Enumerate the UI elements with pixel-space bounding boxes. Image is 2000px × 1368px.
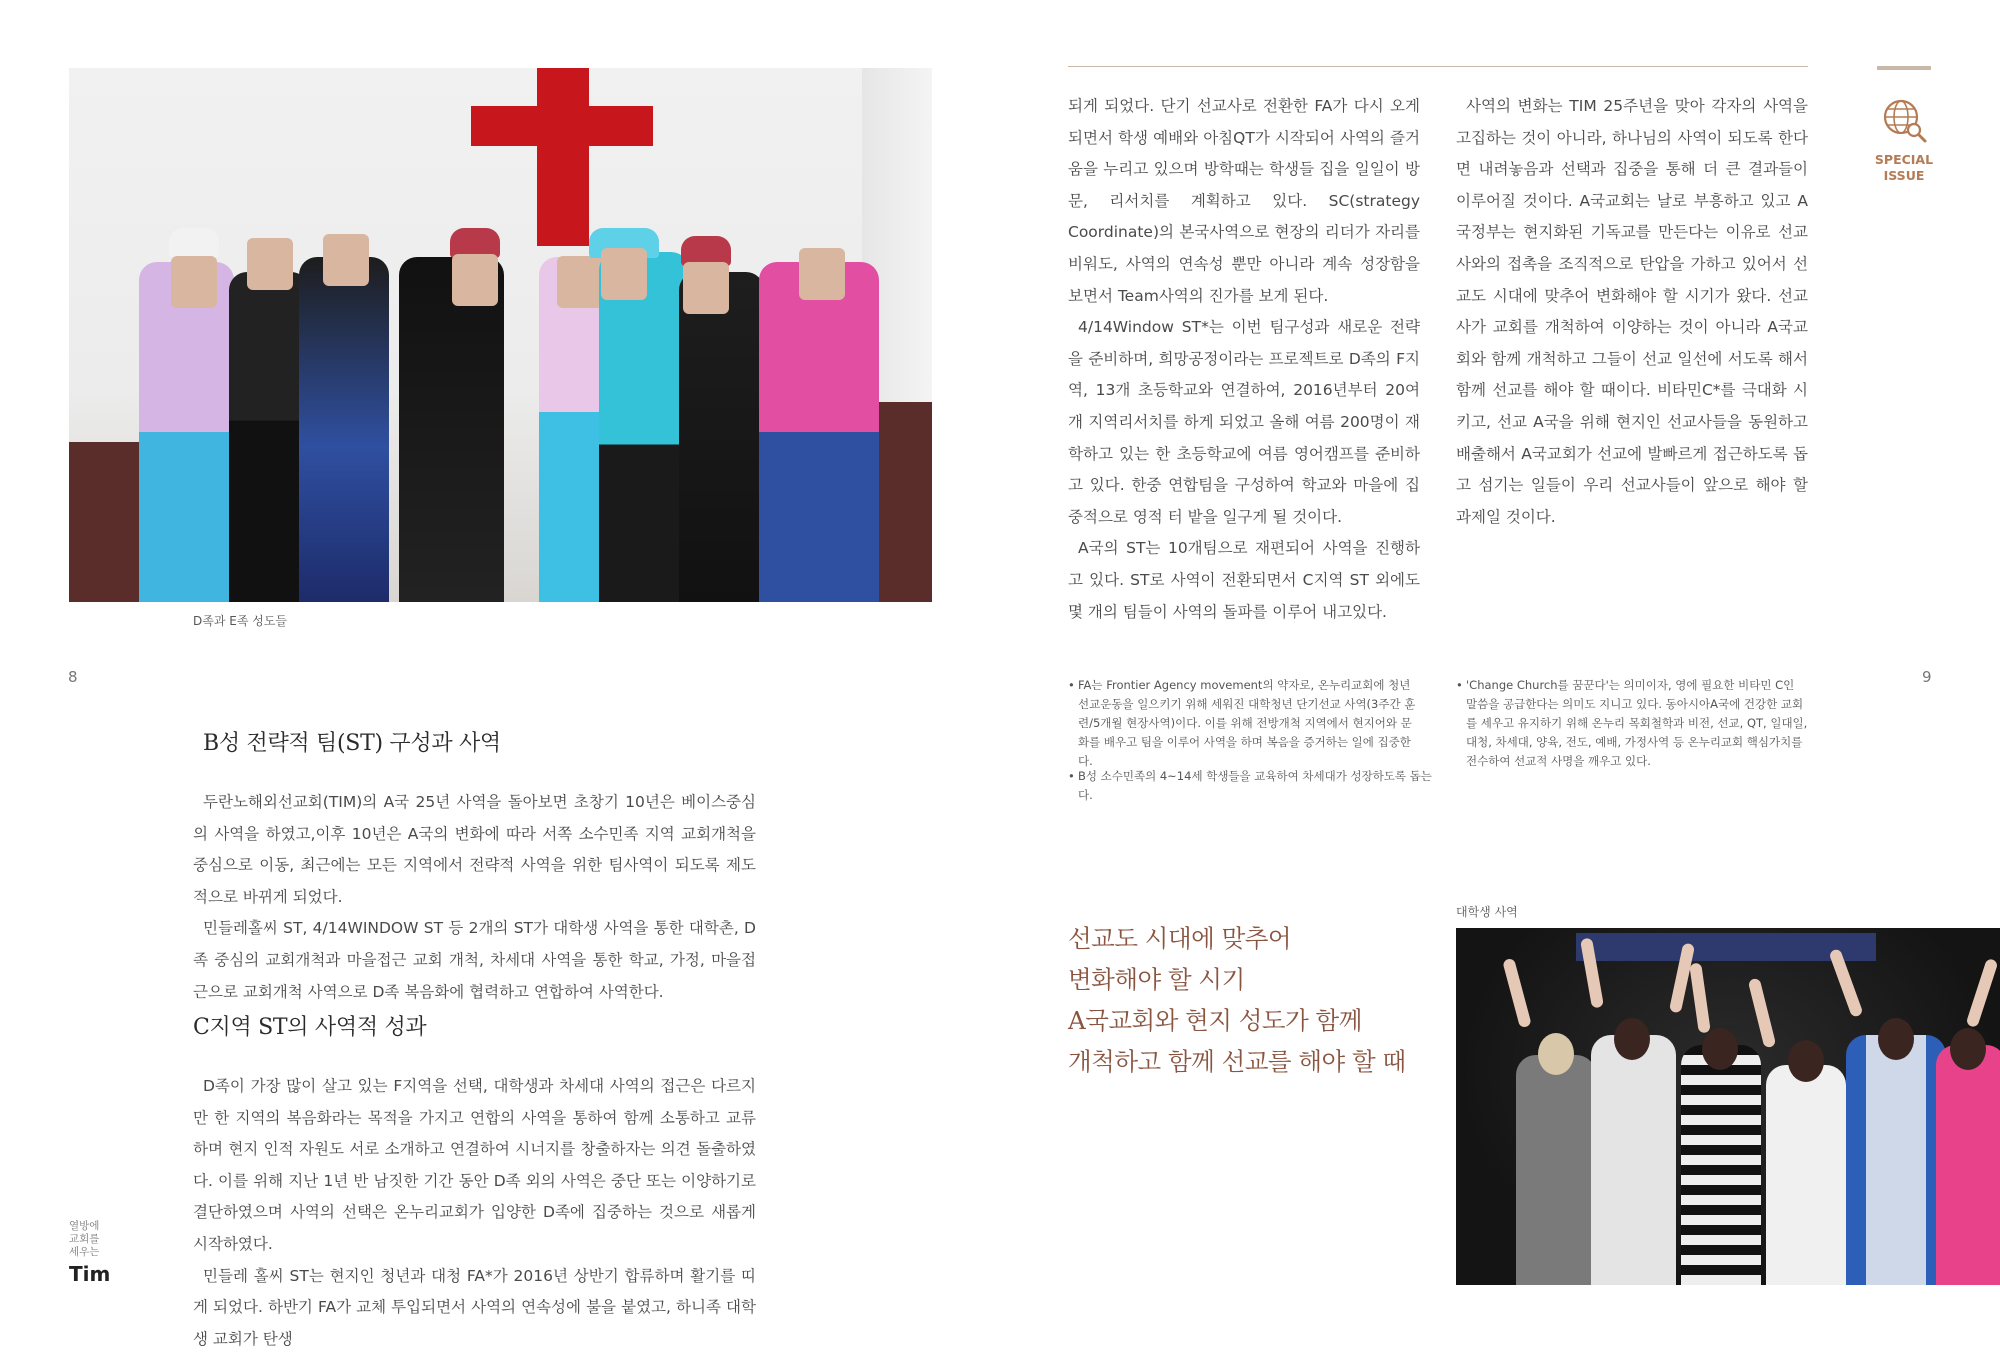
column1-paragraph: A국의 ST는 10개팀으로 재편되어 사역을 진행하고 있다. ST로 사역이 전환되면서 C지역 ST 외에도 몇 개의 팀들이 사역의 돌파를 이루어 내고있다. (1068, 539, 1420, 621)
footnote-3: • 'Change Church를 꿈꾼다'는 의미이자, 영에 필요한 비타민 C인 말씀을 공급한다는 의미도 지니고 있다. 동아시아A국에 건강한 교회를 세우고 유지하기 위해 온누리 목회철학과 비전, 선교, QT, 일대일, 대청, 차세대, 양육, 전도, 예배, 가정사역 등 온누리교회 핵심가치를 전수하여 선교적 사명을 깨우고 있다. (1456, 678, 1808, 768)
footnote-text: B성 소수민족의 4~14세 학생들을 교육하여 차세대가 성장하도록 돕는다. (1078, 769, 1432, 802)
quote-line: 변화해야 할 시기 (1068, 965, 1245, 994)
cross-icon (537, 68, 589, 246)
page-number-left: 8 (68, 668, 78, 686)
section1-paragraph: 두란노해외선교회(TIM)의 A국 25년 사역을 돌아보면 초창기 10년은 베이스중심의 사역을 하였고,이후 10년은 A국의 변화에 따라 서쪽 소수민족 지역 교회개척을 중심으로 이동, 최근에는 모든 지역에서 전략적 사역을 위한 팀사역이 되도록 제도적으로 바뀌게 되었다. (193, 793, 756, 906)
quote-line: 개척하고 함께 선교를 해야 할 때 (1068, 1047, 1406, 1076)
pull-quote (1068, 918, 1448, 1082)
column1-paragraph: 되게 되었다. 단기 선교사로 전환한 FA가 다시 오게 되면서 학생 예배와 아침QT가 시작되어 사역의 즐거움을 누리고 있으며 방학때는 학생들 집을 일일이 방문, 리서치를 계획하고 있다. SC(strategy Coordinate)의 본국사역으로 현장의 리더가 자리를 비워도, 사역의 연속성 뿐만 아니라 계속 성장함을 보면서 Team사역의 진가를 보게 된다. (1068, 97, 1420, 305)
students-photo (1456, 928, 2000, 1285)
special-issue-line: ISSUE (1883, 168, 1925, 183)
section1-paragraph: 민들레홀씨 ST, 4/14WINDOW ST 등 2개의 ST가 대학생 사역을 통한 대학촌, D족 중심의 교회개척과 마을접근 교회 개척, 차세대 사역을 통한 학교, 가정, 마을접근으로 교회개척 사역으로 D족 복음화에 협력하고 연합하여 사역한다. (193, 919, 756, 1001)
section2-paragraph: 민들레 홀씨 ST는 현지인 청년과 대청 FA*가 2016년 상반기 합류하며 활기를 띠게 되었다. 하반기 FA가 교체 투입되면서 사역의 연속성에 불을 붙였고, 하니족 대학생 교회가 탄생 (193, 1266, 756, 1348)
section2-paragraph: D족이 가장 많이 살고 있는 F지역을 선택, 대학생과 차세대 사역의 접근은 다르지만 한 지역의 복음화라는 목적을 가지고 연합의 사역을 통하여 함께 소통하고 교류하며 현지 인적 자원도 서로 소개하고 연결하여 시너지를 창출하자는 의견 돌출하였다. 이를 위해 지난 1년 반 남짓한 기간 동안 D족 외의 사역은 중단 또는 이양하기로 결단하였으며 사역의 선택은 온누리교회가 입양한 D족에 집중하는 것으로 새롭게 시작하였다. (193, 1077, 756, 1253)
quote-line: A국교회와 현지 성도가 함께 (1068, 1006, 1362, 1035)
special-issue-label (1862, 152, 1946, 184)
group-photo (69, 68, 932, 602)
quote-line: 선교도 시대에 맞추어 (1068, 924, 1292, 953)
logo-brand: Tim (69, 1262, 111, 1286)
special-issue-rule (1877, 66, 1931, 70)
right-column-2 (1456, 91, 1808, 533)
page-number-right: 9 (1922, 668, 1932, 686)
logo-line: 세우는 (69, 1246, 100, 1258)
photo-caption-right: 대학생 사역 (1456, 905, 1518, 919)
logo-line: 열방에 (69, 1220, 100, 1232)
right-column-1 (1068, 91, 1420, 628)
footnote-text: FA는 Frontier Agency movement의 약자로, 온누리교회에 청년선교운동을 일으키기 위해 세워진 대학청년 단기선교 사역(3주간 훈련/5개월 현장사역)이다. 이를 위해 전방개척 지역에서 현지어와 문화를 배우고 팀을 이루어 사역을 하며 복음을 증거하는 일에 집중한다. (1078, 678, 1416, 768)
section1-body (193, 787, 756, 1008)
column2-paragraph: 사역의 변화는 TIM 25주년을 맞아 각자의 사역을 고집하는 것이 아니라, 하나님의 사역이 되도록 한다면 내려놓음과 선택과 집중을 통해 더 큰 결과들이 이루어질 것이다. A국교회는 날로 부흥하고 있고 A국정부는 현지화된 기독교를 만든다는 이유로 선교사와의 접촉을 조직적으로 탄압을 가하고 있어서 선교도 시대에 맞추어 변화해야 할 시기가 왔다. 선교사가 교회를 개척하여 이양하는 것이 아니라 A국교회와 함께 개척하고 그들이 선교 일선에 서도록 해서 함께 선교를 해야 할 때이다. 비타민C*를 극대화 시키고, 선교 A국을 위해 현지인 선교사들을 동원하고 배출해서 A국교회가 선교에 발빠르게 접근하도록 돕고 섬기는 일들이 우리 선교사들이 앞으로 해야 할 과제일 것이다. (1456, 97, 1808, 526)
footnote-1: • FA는 Frontier Agency movement의 약자로, 온누리교회에 청년선교운동을 일으키기 위해 세워진 대학청년 단기선교 사역(3주간 훈련/5개월 현장사역)이다. 이를 위해 전방개척 지역에서 현지어와 문화를 배우고 팀을 이루어 사역을 하며 복음을 증거하는 일에 집중한다. (1068, 678, 1416, 768)
logo-line: 교회를 (69, 1233, 100, 1245)
section1-heading: B성 전략적 팀(ST) 구성과 사역 (203, 731, 501, 756)
globe-search-icon (1880, 96, 1928, 144)
top-rule (1068, 66, 1808, 67)
footnote-text: 'Change Church를 꿈꾼다'는 의미이자, 영에 필요한 비타민 C인 말씀을 공급한다는 의미도 지니고 있다. 동아시아A국에 건강한 교회를 세우고 유지하기 위해 온누리 목회철학과 비전, 선교, QT, 일대일, 대청, 차세대, 양육, 전도, 예배, 가정사역 등 온누리교회 핵심가치를 전수하여 선교적 사명을 깨우고 있다. (1466, 678, 1808, 768)
footnote-2: • B성 소수민족의 4~14세 학생들을 교육하여 차세대가 성장하도록 돕는다. (1068, 769, 1432, 802)
tim-logo (69, 1220, 129, 1285)
section2-body (193, 1071, 756, 1355)
section2-heading: C지역 ST의 사역적 성과 (193, 1015, 427, 1040)
column1-paragraph: 4/14Window ST*는 이번 팀구성과 새로운 전략을 준비하며, 희망공정이라는 프로젝트로 D족의 F지역, 13개 초등학교와 연결하여, 2016년부터 20여개 지역리서치를 하게 되었고 올해 여름 200명이 재학하고 있는 한 초등학교에 여름 영어캠프를 준비하고 있다. 한중 연합팀을 구성하여 학교와 마을에 집중적으로 영적 터 밭을 일구게 될 것이다. (1068, 318, 1420, 526)
photo-caption-left: D족과 E족 성도들 (193, 614, 288, 628)
special-issue-line: SPECIAL (1874, 152, 1934, 167)
